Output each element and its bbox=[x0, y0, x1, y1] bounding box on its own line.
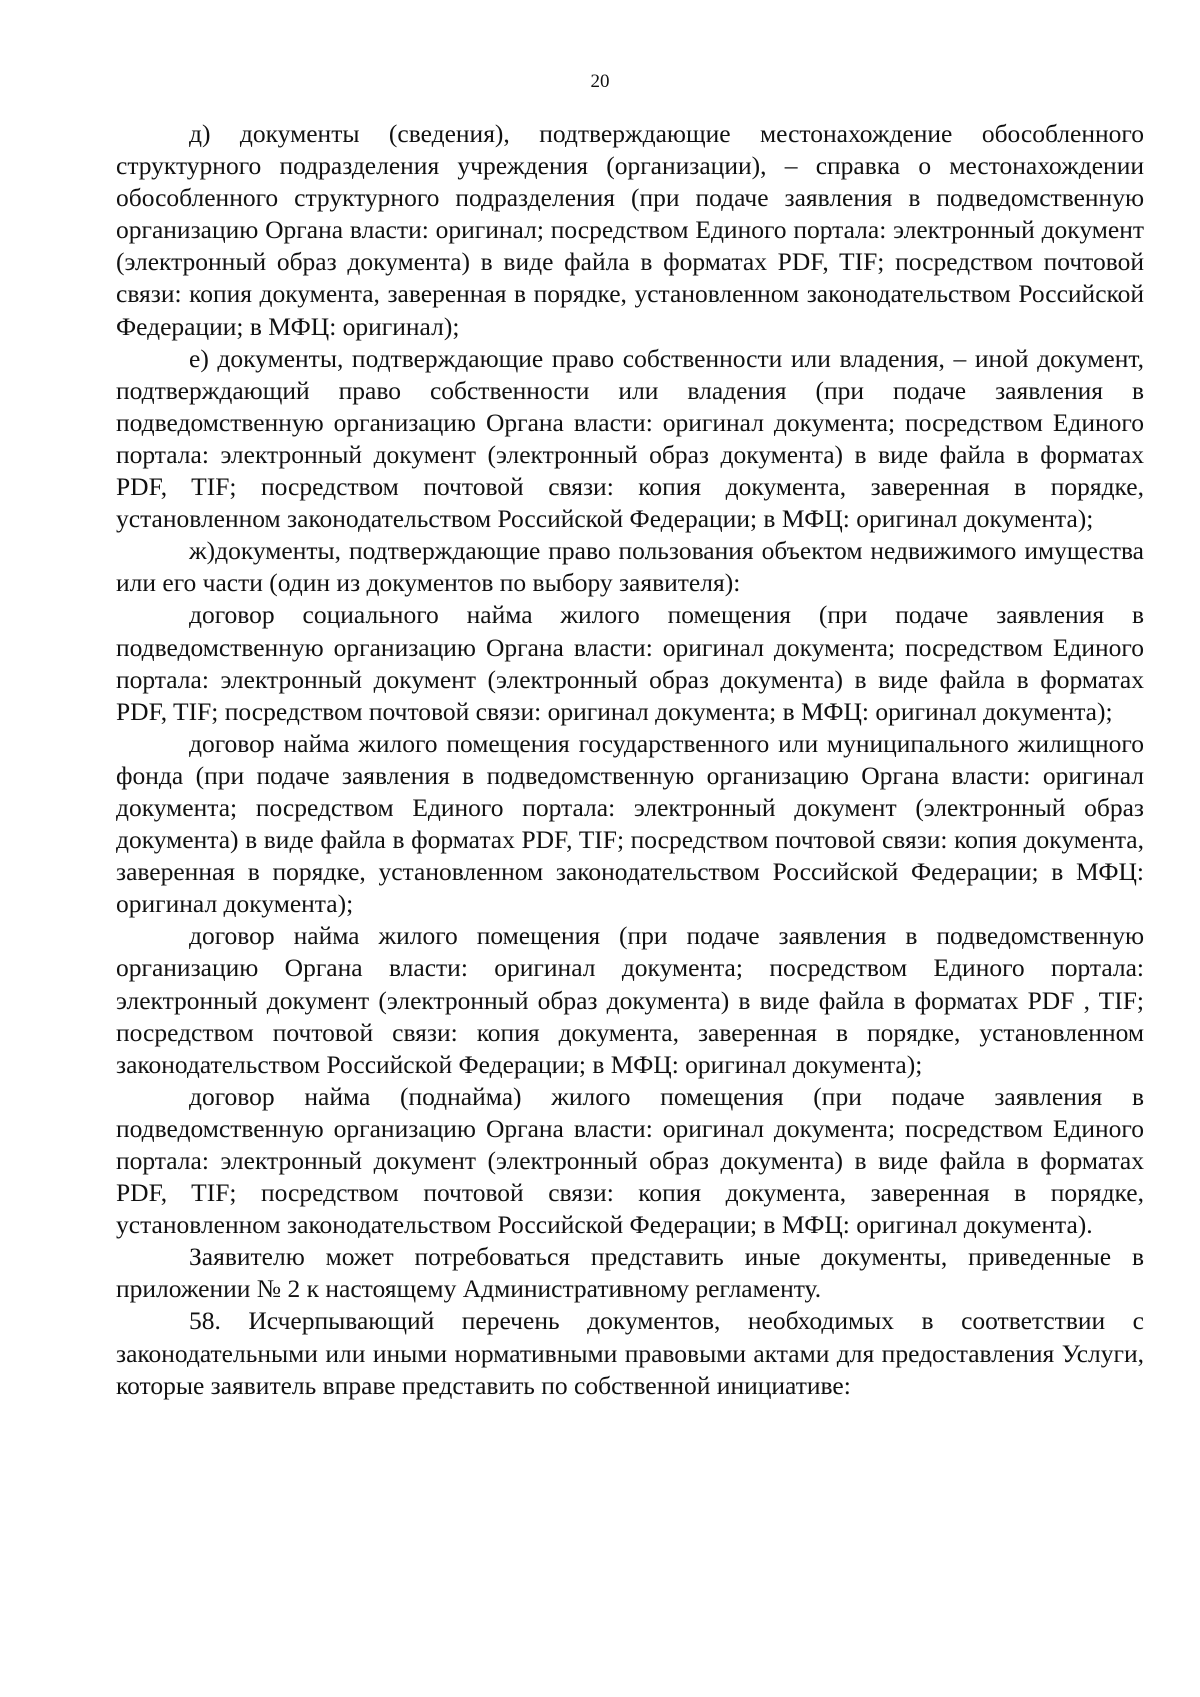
paragraph-other-documents-note: Заявителю может потребоваться представить иные документы, приведенные в приложении № 2 к настоящему Административному регламенту. bbox=[116, 1242, 1144, 1304]
paragraph-zh-usage-right-documents: ж)документы, подтверждающие право пользования объектом недвижимого имущества или его части (один из документов по выбору заявителя): bbox=[116, 536, 1144, 598]
page-number: 20 bbox=[590, 71, 610, 92]
paragraph-lease-contract: договор найма жилого помещения (при подаче заявления в подведомственную организацию Органа власти: оригинал документа; посредством Единого портала: электронный документ (электронный образ документа) в виде файла в форматах PDF , TIF; посредством почтовой связи: копия документа, заверенная в порядке, установленном законодательством Российской Федерации; в МФЦ: оригинал документа); bbox=[116, 921, 1144, 1079]
paragraph-state-municipal-lease-contract: договор найма жилого помещения государственного или муниципального жилищного фонда (при подаче заявления в подведомственную организацию Органа власти: оригинал документа; посредством Единого портала: электронный документ (электронный образ документа) в виде файла в форматах PDF, TIF; посредством почтовой связи: копия документа, заверенная в порядке, установленном законодательством Российской Федерации; в МФЦ: оригинал документа); bbox=[116, 728, 1144, 919]
document-body bbox=[116, 118, 1144, 1402]
paragraph-sublease-contract: договор найма (поднайма) жилого помещения (при подаче заявления в подведомственную организацию Органа власти: оригинал документа; посредством Единого портала: электронный документ (электронный образ документа) в виде файла в форматах PDF, TIF; посредством почтовой связи: копия документа, заверенная в порядке, установленном законодательством Российской Федерации; в МФЦ: оригинал документа). bbox=[116, 1081, 1144, 1240]
paragraph-social-lease-contract: договор социального найма жилого помещения (при подаче заявления в подведомственную организацию Органа власти: оригинал документа; посредством Единого портала: электронный документ (электронный образ документа) в виде файла в форматах PDF, TIF; посредством почтовой связи: оригинал документа; в МФЦ: оригинал документа); bbox=[116, 600, 1144, 726]
paragraph-e-ownership-documents: е) документы, подтверждающие право собственности или владения, – иной документ, подтверждающий право собственности или владения (при подаче заявления в подведомственную организацию Органа власти: оригинал документа; посредством Единого портала: электронный документ (электронный образ документа) в виде файла в форматах PDF, TIF; посредством почтовой связи: копия документа, заверенная в порядке, установленном законодательством Российской Федерации; в МФЦ: оригинал документа); bbox=[116, 343, 1144, 534]
paragraph-d-location-documents: д) документы (сведения), подтверждающие местонахождение обособленного структурного подразделения учреждения (организации), – справка о местонахождении обособленного структурного подразделения (при подаче заявления в подведомственную организацию Органа власти: оригинал; посредством Единого портала: электронный документ (электронный образ документа) в виде файла в форматах PDF, TIF; посредством почтовой связи: копия документа, заверенная в порядке, установленном законодательством Российской Федерации; в МФЦ: оригинал); bbox=[116, 119, 1144, 341]
paragraph-58-optional-documents: 58. Исчерпывающий перечень документов, необходимых в соответствии с законодательными или иными нормативными правовыми актами для предоставления Услуги, которые заявитель вправе представить по собственной инициативе: bbox=[116, 1306, 1144, 1400]
